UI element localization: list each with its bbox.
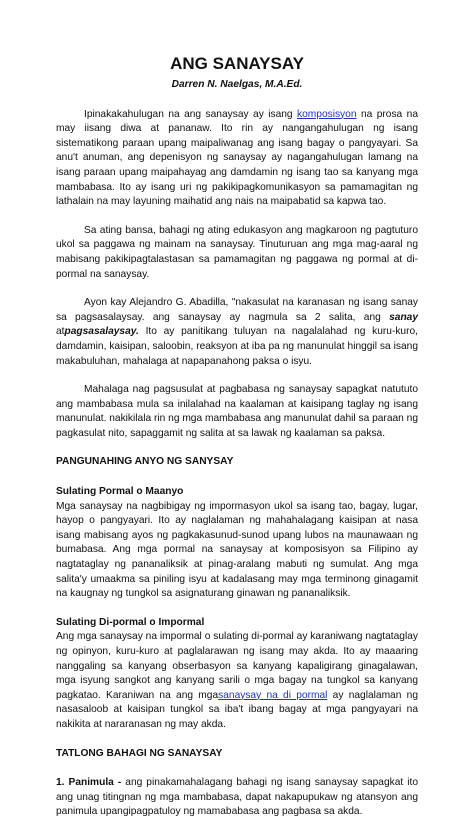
paragraph-1 (56, 108, 418, 210)
subheading-pormal: Sulating Pormal o Maanyo (56, 486, 184, 498)
subheading-di-pormal: Sulating Di-pormal o Impormal (56, 616, 205, 628)
paragraph-4: Mahalaga nag pagsusulat at pagbabasa ng sanaysay sapagkat natututo ang mambabasa mula sa inilalahad na kaalaman at kaisipang taglay ng isang manunulat. nakikilala rin ng mga mambabasa ang manunulat dahil sa paraan ng pagkasulat nito, sapaggamit ng salita at sa lawak ng kaalaman sa paksa. (56, 384, 418, 439)
paragraph-di-pormal (56, 630, 418, 732)
link-komposisyon[interactable]: komposisyon (297, 108, 357, 120)
paragraph-pormal: Mga sanaysay na nagbibigay ng impormasyon ukol sa isang tao, bagay, lugar, hayop o pangyayari. Ito ay naglalaman ng mahahalagang kaisipan at nasa isang mabisang ayos ng pagkakasunud-sunod upang lubos na maunawaan ng bumabasa. Ang mga pormal na sanaysay at komposisyon sa Filipino ay nagtataglay ng pananaliksik at pinag-aralang mabuti ng sumulat. Ang mga salita'y umaakma sa piniling isyu at kadalasang may mga terminong ginagamit na kaugnay ng tungkol sa asignaturang ginawan ng pananaliksik. (56, 500, 418, 600)
term-sanay: sanay (389, 311, 418, 323)
paragraph-di-pormal-text-a: Ang mga sanaysay na impormal o sulating di-pormal ay karaniwang nagtataglay ng opinyon, kuru-kuro at paglalarawan ng isang may akda. Ito ay maaaring nanggaling sa kanyang obserbasyon sa kanyang kapaligirang ginagalawan, mga isyung sangkot ang kanyang sarili o mga bagay na tungkol sa kanyang pagkatao. Karaniwan na ang mga (56, 631, 418, 701)
paragraph-3-text-b: Ito ay panitikang tuluyan na nagalalahad ng kuru-kuro, damdamin, kaisipan, saloobin, reaksyon at iba pa ng manunulat hinggil sa isang makabuluhan, mahalaga at napapanahong paksa o isyu. (56, 326, 418, 367)
paragraph-3-at: at (56, 326, 65, 338)
paragraph-3-text-a: Ayon kay Alejandro G. Abadilla, "nakasulat na karanasan ng isang sanay sa pagsasalaysay. ang sanaysay ay nagmula sa 2 salita, ang (56, 297, 418, 323)
paragraph-2: Sa ating bansa, bahagi ng ating edukasyon ang magkaroon ng pagtuturo ukol sa paggawa ng mainam na sanaysay. Tinuturuan ang mga mag-aaral ng mabisang pakikipagtalastasan sa pamamagitan ng paggawa ng pormal at di-pormal na sanaysay. (56, 224, 418, 280)
section-heading-anyo: PANGUNAHING ANYO NG SANYSAY (56, 456, 234, 468)
paragraph-di-pormal-text-b: ay naglalaman ng nasasaloob at kaisipan tungkol sa iba't ibang bagay at mga pangyayari na nakikita at nararanasan ng may akda. (56, 689, 418, 730)
paragraph-3 (56, 296, 418, 369)
document-title: ANG SANAYSAY (170, 54, 304, 73)
term-pagsasalaysay: pagsasalaysay. (64, 326, 139, 338)
list-item-panimula-text: ang pinakamahalagang bahagi ng isang sanaysay sapagkat ito ang unag titingnan ng mga mambabasa, dapat nakapupukaw ng atansyon ang panimula upangipagpatuloy ng mamababasa ang pagbasa sa akda. (56, 777, 418, 818)
paragraph-1-text-b: na prosa na may iisang diwa at pananaw. Ito rin ay nangangahulugan ng isang sistematikong paraan upang maipaliwanag ang isang bagay o pangyayari. Sa anu't anuman, ang depenisyon ng sanaysay ay nagangahulugan lamang na isang paraan upang maipahayag ang damdamin ng isang tao sa kanyang mga mambabasa. Ito ay isang uri ng pakikipagkomunikasyon sa pamamagitan ng lathalain na may layuning maihatid ang nais na maipabatid sa kapwa tao. (56, 108, 418, 208)
paragraph-1-text-a: Ipinakakahulugan na ang sanaysay ay isang (84, 108, 298, 120)
list-item-panimula (56, 776, 418, 820)
document-author: Darren N. Naelgas, M.A.Ed. (171, 79, 303, 90)
link-sanaysay-na-di-pormal[interactable]: sanaysay na di pormal (218, 689, 328, 701)
list-item-panimula-label: 1. Panimula - (56, 777, 122, 789)
section-heading-bahagi: TATLONG BAHAGI NG SANAYSAY (56, 747, 223, 759)
